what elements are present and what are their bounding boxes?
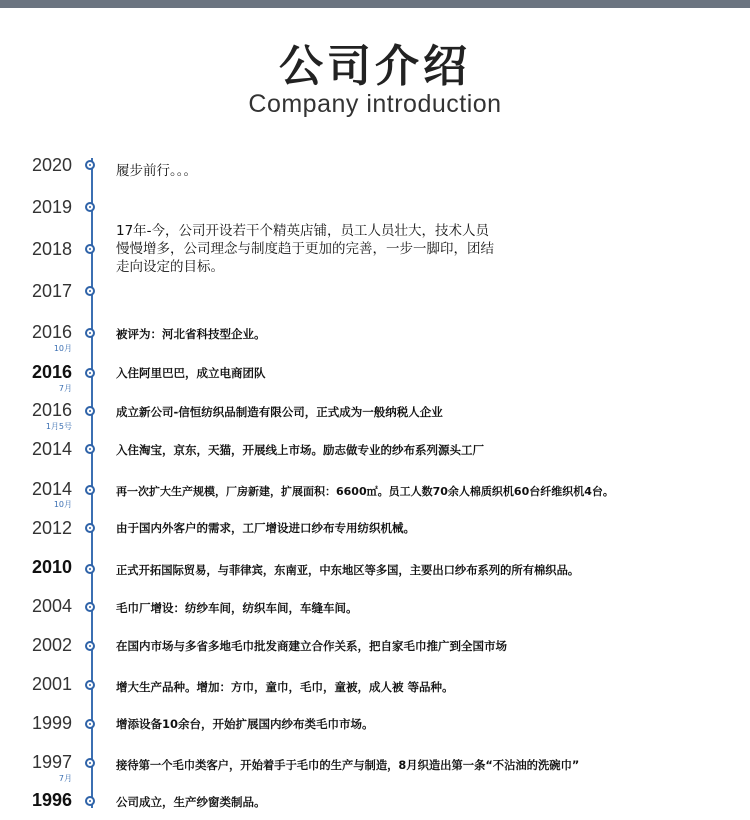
entry-text: 接待第一个毛巾类客户，开始着手于毛巾的生产与制造，8月织造出第一条“不沾油的洗碗巾” [116, 759, 580, 772]
page-subtitle: Company introduction [248, 90, 502, 118]
entry-text: 成立新公司-信恒纺织品制造有限公司，正式成为一般纳税人企业 [116, 405, 443, 419]
timeline-dot-icon [85, 680, 95, 690]
month-label: 10月 [53, 344, 72, 353]
timeline-dot-icon [85, 758, 95, 768]
year-label: 2019 [31, 197, 72, 217]
paragraph-line: 17年-今，公司开设若干个精英店铺，员工人员壮大，技术人员 [116, 223, 490, 239]
entry-text: 毛巾厂增设：纺纱车间，纺织车间，车缝车间。 [116, 601, 358, 615]
company-paragraph [116, 222, 616, 276]
top-bar [0, 0, 750, 8]
year-label: 2020 [31, 155, 72, 175]
year-label: 1997 [31, 752, 72, 772]
entry-text: 由于国内外客户的需求，工厂增设进口纱布专用纺织机械。 [116, 521, 415, 535]
year-label: 2004 [31, 596, 72, 616]
month-label: 1月5号 [45, 422, 72, 431]
year-label: 1996 [31, 790, 72, 810]
timeline-dot-icon [85, 444, 95, 454]
month-label: 7月 [58, 384, 72, 393]
entry-text: 被评为：河北省科技型企业。 [116, 327, 266, 341]
timeline-dot-icon [85, 796, 95, 806]
year-label: 2010 [31, 557, 72, 577]
month-label: 7月 [58, 774, 72, 783]
timeline-dot-icon [85, 160, 95, 170]
entry-text: 入住淘宝，京东，天猫，开展线上市场。励志做专业的纱布系列源头工厂 [116, 443, 484, 457]
timeline-dot-icon [85, 564, 95, 574]
timeline-dot-icon [85, 286, 95, 296]
entry-text: 再一次扩大生产规模，厂房新建，扩展面积：6600㎡。员工人数70余人棉质织机60台纤维织机4台。 [116, 485, 614, 498]
entry-text: 入住阿里巴巴，成立电商团队 [116, 366, 266, 380]
year-label: 2016 [31, 362, 72, 382]
timeline-line [91, 158, 93, 808]
timeline-dot-icon [85, 202, 95, 212]
year-label: 2014 [31, 479, 72, 499]
entry-text: 增添设备10余台，开始扩展国内纱布类毛巾市场。 [116, 717, 374, 731]
timeline-dot-icon [85, 406, 95, 416]
entry-text: 履步前行。。。 [116, 163, 197, 179]
paragraph-line: 慢慢增多，公司理念与制度趋于更加的完善，一步一脚印，团结 [116, 241, 494, 257]
year-label: 1999 [31, 713, 72, 733]
timeline-dot-icon [85, 602, 95, 612]
entry-text: 在国内市场与多省多地毛巾批发商建立合作关系，把自家毛巾推广到全国市场 [116, 639, 507, 653]
timeline-dot-icon [85, 368, 95, 378]
timeline-dot-icon [85, 328, 95, 338]
year-label: 2018 [31, 239, 72, 259]
timeline-dot-icon [85, 244, 95, 254]
month-label: 10月 [53, 500, 72, 509]
year-label: 2012 [31, 518, 72, 538]
paragraph-line: 走向设定的目标。 [116, 259, 224, 275]
timeline-dot-icon [85, 523, 95, 533]
entry-text: 增大生产品种。增加：方巾，童巾，毛巾，童被，成人被 等品种。 [116, 680, 454, 694]
year-label: 2016 [31, 322, 72, 342]
entry-text: 公司成立，生产纱窗类制品。 [116, 795, 266, 809]
year-label: 2016 [31, 400, 72, 420]
timeline-dot-icon [85, 719, 95, 729]
page-title: 公司介绍 [279, 41, 471, 92]
year-label: 2002 [31, 635, 72, 655]
year-label: 2017 [31, 281, 72, 301]
year-label: 2014 [31, 439, 72, 459]
year-label: 2001 [31, 674, 72, 694]
timeline-dot-icon [85, 485, 95, 495]
timeline-dot-icon [85, 641, 95, 651]
entry-text: 正式开拓国际贸易，与菲律宾，东南亚，中东地区等多国，主要出口纱布系列的所有棉织品。 [116, 564, 580, 577]
